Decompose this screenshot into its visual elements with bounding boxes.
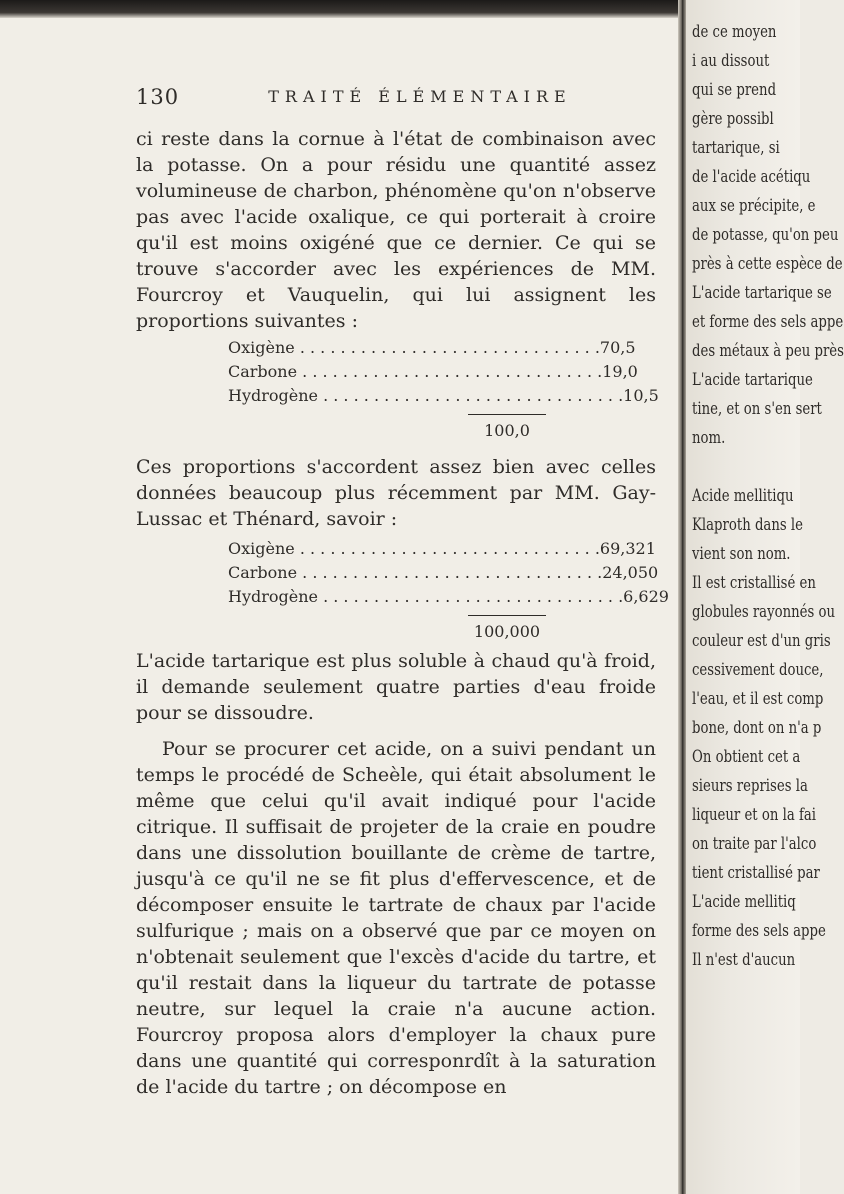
facing-page-line: et forme des sels appe <box>692 312 844 332</box>
facing-page-line: de l'acide acétiqu <box>692 167 811 187</box>
facing-page-line: nom. <box>692 428 726 448</box>
facing-page-line <box>692 453 779 482</box>
table-row <box>228 537 656 561</box>
facing-page-line: des métaux à peu près <box>692 341 844 361</box>
paragraph-2-block <box>136 454 656 532</box>
element-value: 70,5 <box>599 338 636 357</box>
facing-page-line: couleur est d'un gris <box>692 631 831 651</box>
element-label: Oxigène . . . <box>228 537 600 561</box>
facing-page <box>686 0 844 1194</box>
element-label: Hydrogène . . . <box>228 384 623 408</box>
paragraph: L'acide tartarique est plus soluble à chaud qu'à froid, il demande seulement quatre parties d'eau froide pour se dissoudre. <box>136 650 656 724</box>
element-value: 69,321 <box>599 539 656 558</box>
paragraph-3-block <box>136 648 656 726</box>
paragraph-4-block <box>136 736 656 1100</box>
facing-page-line: on traite par l'alco <box>692 834 817 854</box>
facing-page-line: forme des sels appe <box>692 921 826 941</box>
paragraph: Pour se procurer cet acide, on a suivi pendant un temps le procédé de Scheèle, qui était absolument le même que celui qu'il avait indiqué pour l'acide citrique. Il suffisait de projeter de la craie en poudre dans une dissolution bouillante de crème de tartre, jusqu'à ce qu'il ne se fit plus d'effervescence, et de décomposer ensuite le tartrate de chaux par l'acide sulfurique ; mais on a observé que par ce moyen on n'obtenait seulement que l'excès d'acide du tartre, et qu'il restait dans la liqueur du tartrate de potasse neutre, sur lequel la craie n'a aucune action. Fourcroy proposa alors d'employer la chaux pure dans une quantité qui corresponrdît à la saturation de l'acide du tartre ; on décompose en <box>136 738 656 1098</box>
sum-rule <box>468 615 546 616</box>
element-label: Oxigène . . . <box>228 336 600 360</box>
table-row <box>228 561 659 585</box>
table-row <box>228 336 636 360</box>
facing-page-line: qui se prend <box>692 80 777 100</box>
element-value: 19,0 <box>602 362 638 381</box>
facing-page-line: gère possibl <box>692 109 774 129</box>
facing-page-line: bone, dont on n'a p <box>692 718 822 738</box>
facing-page-line: vient son nom. <box>692 544 791 564</box>
facing-page-line: tient cristallisé par <box>692 863 820 883</box>
table-row <box>228 585 669 609</box>
composition-table-gay-lussac <box>228 537 669 644</box>
element-value: 6,629 <box>623 587 669 606</box>
facing-page-line: i au dissout <box>692 51 770 71</box>
facing-page-line: de ce moyen <box>692 22 777 42</box>
facing-page-line: L'acide mellitiq <box>692 892 796 912</box>
table-total: 100,0 <box>484 421 530 440</box>
paragraph: ci reste dans la cornue à l'état de combinaison avec la potasse. On a pour résidu une quantité assez volumineuse de charbon, phénomène qu'on n'observe pas avec l'acide oxalique, ce qui porterait à croire qu'il est moins oxigéné que ce dernier. Ce qui se trouve s'accorder avec les expériences de MM. Fourcroy et Vauquelin, qui lui assignent les proportions suivantes : <box>136 128 656 332</box>
table-row <box>228 360 638 384</box>
facing-page-line: près à cette espèce de <box>692 254 843 274</box>
element-label: Hydrogène . . . <box>228 585 623 609</box>
facing-page-line: tine, et on s'en sert <box>692 399 822 419</box>
facing-page-line: Klaproth dans le <box>692 515 803 535</box>
facing-page-text <box>692 18 844 975</box>
facing-page-line: cessivement douce, <box>692 660 824 680</box>
facing-page-line: de potasse, qu'on peu <box>692 225 839 245</box>
facing-page-line: L'acide tartarique <box>692 370 813 390</box>
facing-page-line: l'eau, et il est comp <box>692 689 824 709</box>
facing-page-line: sieurs reprises la <box>692 776 808 796</box>
facing-page-line: L'acide tartarique se <box>692 283 832 303</box>
running-title: TRAITÉ ÉLÉMENTAIRE <box>268 87 572 106</box>
composition-table-fourcroy <box>228 336 659 443</box>
book-gutter <box>678 0 686 1194</box>
facing-page-line: globules rayonnés ou <box>692 602 836 622</box>
table-total: 100,000 <box>473 622 541 641</box>
paragraph: Ces proportions s'accordent assez bien avec celles données beaucoup plus récemment par MM. Gay-Lussac et Thénard, savoir : <box>136 456 656 530</box>
table-row <box>228 384 659 408</box>
element-label: Carbone . . . <box>228 561 602 585</box>
facing-page-line: Il n'est d'aucun <box>692 950 796 970</box>
page-number: 130 <box>136 85 180 109</box>
facing-page-line: liqueur et on la fai <box>692 805 816 825</box>
facing-page-line: Acide mellitiqu <box>692 486 794 506</box>
sum-rule <box>468 414 546 415</box>
paragraph-1-block <box>136 126 656 334</box>
facing-page-line: On obtient cet a <box>692 747 801 767</box>
facing-page-line: Il est cristallisé en <box>692 573 816 593</box>
element-label: Carbone . . . <box>228 360 602 384</box>
facing-page-line: aux se précipite, e <box>692 196 816 216</box>
facing-page-line: tartarique, si <box>692 138 780 158</box>
element-value: 24,050 <box>602 563 659 582</box>
element-value: 10,5 <box>623 386 659 405</box>
